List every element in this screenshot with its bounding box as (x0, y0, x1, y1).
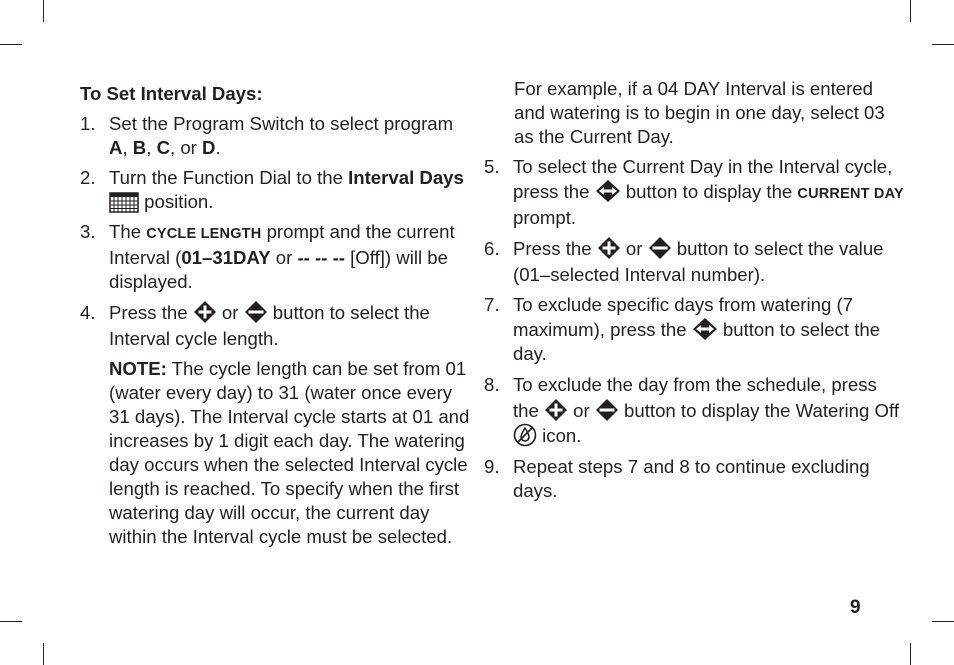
crop-mark (910, 0, 911, 22)
minus-button-icon (595, 398, 619, 422)
note-paragraph: NOTE: The cycle length can be set from 01 (water every day) to 31 (water once every 31 days). The Interval cycle starts at 01 and increases by 1 digit each day. The watering day occurs when the selected Interval cycle length is reached. To specify when the first watering day will occur, the current day within the Interval cycle must be selected. (109, 358, 470, 547)
step-8: 8. To exclude the day from the schedule, press the or button to display the Watering Off icon. (484, 374, 899, 446)
plus-button-icon (544, 398, 568, 422)
step-2: 2. Turn the Function Dial to the Interval Days position. (80, 167, 464, 212)
program-a: A (109, 137, 123, 158)
step-1: 1. Set the Program Switch to select program A, B, C, or D. (80, 113, 454, 158)
step-number: 4. (80, 302, 96, 323)
crop-mark (0, 621, 22, 622)
section-heading: To Set Interval Days: (80, 83, 263, 104)
step-number: 5. (484, 156, 500, 177)
crop-mark (43, 643, 44, 665)
step-3: 3. The CYCLE LENGTH prompt and the current Interval (01–31DAY or -- -- -- [Off]) will be displayed. (80, 221, 455, 292)
cycle-length-prompt: CYCLE LENGTH (146, 226, 262, 242)
watering-off-icon (513, 423, 537, 447)
page-number: 9 (850, 597, 861, 618)
step-number: 2. (80, 167, 96, 188)
program-d: D (202, 137, 216, 158)
program-c: C (156, 137, 170, 158)
crop-mark (932, 621, 954, 622)
next-arrow-button-icon (595, 179, 621, 203)
step-7: 7. To exclude specific days from watering (7 maximum), press the button to select the day. (484, 294, 881, 364)
minus-button-icon (244, 300, 268, 324)
step-number: 9. (484, 455, 500, 477)
crop-mark (910, 643, 911, 665)
plus-button-icon (193, 300, 217, 324)
program-b: B (132, 137, 147, 158)
crop-mark (932, 44, 954, 45)
step-9: 9. Repeat steps 7 and 8 to continue excluding days. (484, 455, 870, 501)
plus-button-icon (597, 236, 621, 260)
step-number: 6. (484, 238, 500, 259)
step-6: 6. Press the or button to select the value (01–selected Interval number). (484, 238, 884, 285)
crop-mark (43, 0, 44, 22)
current-day-prompt: CURRENT DAY (797, 186, 904, 202)
example-paragraph: For example, if a 04 DAY Interval is entered and watering is to begin in one day, select 03 as the Current Day. (514, 78, 885, 147)
left-column (80, 82, 470, 549)
interval-off-dashes: -- -- -- (297, 247, 345, 268)
interval-days-label: Interval Days (348, 167, 464, 188)
step-5: 5. To select the Current Day in the Interval cycle, press the button to display the CURRENT DAY prompt. (484, 156, 904, 228)
step-number: 8. (484, 374, 500, 395)
crop-mark (0, 44, 22, 45)
interval-range: 01–31DAY (181, 247, 271, 268)
next-arrow-button-icon (692, 317, 718, 341)
step-4: 4. Press the or button to select the Interval cycle length. (80, 302, 430, 349)
interval-days-calendar-icon (109, 191, 139, 213)
note-label: NOTE: (109, 358, 167, 379)
minus-button-icon (648, 236, 672, 260)
step-number: 7. (484, 294, 500, 315)
step-number: 3. (80, 221, 96, 242)
right-column (484, 77, 904, 509)
step-number: 1. (80, 113, 96, 134)
